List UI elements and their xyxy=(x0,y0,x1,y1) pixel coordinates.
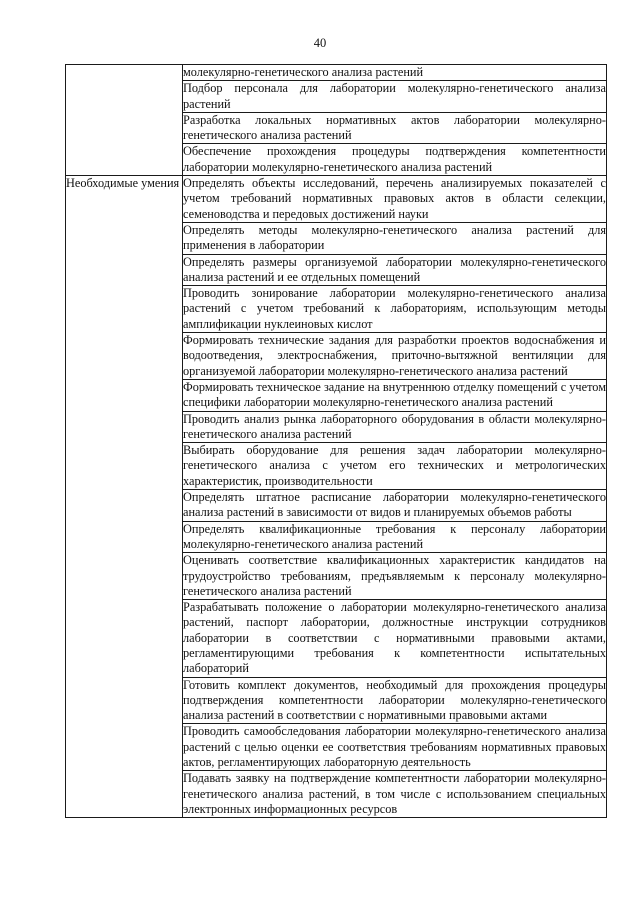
table-cell: Разрабатывать положение о лаборатории молекулярно-генетического анализа растений, паспорт лаборатории, должностные инструкции сотрудников лаборатории в соответствии с нормативными правовыми актами, регламентирующими требования к компетентности испытательных лабораторий xyxy=(183,600,606,676)
table-cell: Определять методы молекулярно-генетического анализа растений для применения в лаборатории xyxy=(183,222,606,253)
table-cell: Определять объекты исследований, перечень анализируемых показателей с учетом требований нормативных правовых актов в области селекции, семеноводства и передовых достижений науки xyxy=(183,176,606,221)
table-cell: Оценивать соответствие квалификационных характеристик кандидатов на трудоустройство требованиям, предъявляемым к персоналу молекулярно-генетического анализа растений xyxy=(183,553,606,598)
table-cell: Подавать заявку на подтверждение компетентности лаборатории молекулярно-генетического анализа растений, в том числе с использованием специальных электронных информационных ресурсов xyxy=(183,771,606,816)
table-body xyxy=(66,65,607,818)
table-cell: Выбирать оборудование для решения задач лаборатории молекулярно-генетического анализа с учетом его технических и метрологических характеристик, производительности xyxy=(183,443,606,488)
table-cell: молекулярно-генетического анализа растений xyxy=(183,65,607,81)
table-cell: Разработка локальных нормативных актов лаборатории молекулярно-генетического анализа растений xyxy=(183,112,606,143)
competency-table xyxy=(65,64,607,818)
table-cell: Обеспечение прохождения процедуры подтверждения компетентности лаборатории молекулярно-генетического анализа растений xyxy=(183,144,606,174)
table-cell: Определять квалификационные требования к персоналу лаборатории молекулярно-генетического анализа растений xyxy=(183,521,606,551)
table-cell: Формировать техническое задание на внутреннюю отделку помещений с учетом специфики лаборатории молекулярно-генетического анализа растений xyxy=(183,379,606,410)
table-row xyxy=(66,65,607,81)
table-cell: Определять размеры организуемой лаборатории молекулярно-генетического анализа растений и ее отдельных помещений xyxy=(183,254,606,284)
table-cell: Проводить зонирование лаборатории молекулярно-генетического анализа растений с учетом требований к лабораториям, использующим методы амплификации нуклеиновых кислот xyxy=(183,286,606,331)
page-number: 40 xyxy=(313,36,327,50)
table-cell: Формировать технические задания для разработки проектов водоснабжения и водоотведения, электроснабжения, приточно-вытяжной вентиляции для организуемой лаборатории молекулярно-генетического анализа растений xyxy=(183,333,606,378)
row-label xyxy=(66,65,183,176)
table-cell: Проводить анализ рынка лабораторного оборудования в области молекулярно-генетического анализа растений xyxy=(183,411,606,441)
table-cell: Проводить самообследования лаборатории молекулярно-генетического анализа растений с целью оценки ее соответствия требованиям нормативных правовых актов, регламентирующих лабораторную деятельность xyxy=(183,724,606,770)
row-label: Необходимые умения xyxy=(66,176,183,818)
table-row xyxy=(66,176,607,223)
table-cell: Готовить комплект документов, необходимый для прохождения процедуры подтверждения компетентности лаборатории молекулярно-генетического анализа растений в соответствии с нормативными правовыми актами xyxy=(183,677,606,723)
table-cell: Подбор персонала для лаборатории молекулярно-генетического анализа растений xyxy=(183,81,606,111)
table-cell: Определять штатное расписание лаборатории молекулярно-генетического анализа растений в зависимости от видов и планируемых объемов работы xyxy=(183,490,606,520)
